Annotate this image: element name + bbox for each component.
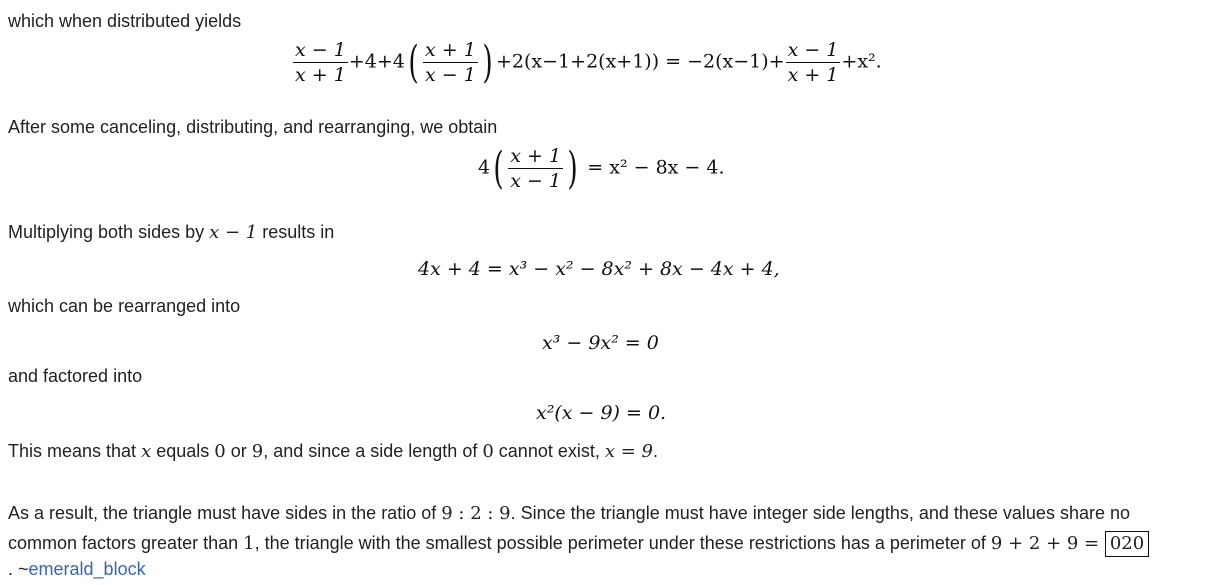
text-fragment: .: [653, 441, 659, 461]
denominator: x + 1: [295, 64, 346, 86]
text-line-distributed: which when distributed yields: [8, 11, 242, 31]
denominator: x + 1: [787, 64, 839, 86]
left-paren: (: [408, 36, 419, 88]
text-line-multiplying: [8, 221, 334, 244]
equation-term: +x².: [841, 50, 882, 73]
inline-math: 9 + 2 + 9 =: [990, 533, 1105, 554]
fraction: [786, 40, 841, 85]
inline-math: 0: [214, 441, 226, 462]
numerator: x − 1: [295, 39, 346, 61]
paragraph-line-1: [8, 502, 1130, 525]
text-fragment: . Since the triangle must have integer side lengths, and these values share no: [510, 503, 1130, 523]
numerator: x − 1: [787, 39, 839, 61]
denominator: x − 1: [425, 64, 476, 86]
text-fragment: Multiplying both sides by: [8, 222, 210, 242]
left-paren: (: [493, 142, 504, 194]
inline-math: 9 : 2 : 9: [441, 503, 511, 524]
inline-math: x − 1: [209, 222, 258, 243]
equation-factored: x²(x − 9) = 0.: [536, 402, 667, 424]
fraction: [423, 40, 478, 85]
text-fragment: This means that: [8, 441, 142, 461]
author-link[interactable]: emerald_block: [28, 559, 146, 579]
text-fragment: equals: [151, 441, 215, 461]
equation-rhs: = x² − 8x − 4.: [587, 156, 725, 179]
text-fragment: cannot exist,: [493, 441, 605, 461]
equation-rearranged: x³ − 9x² = 0: [542, 332, 659, 354]
paragraph-line-3: [8, 558, 146, 580]
equation-obtained: [478, 142, 725, 194]
text-fragment: . ~: [8, 559, 29, 579]
fraction: [293, 40, 348, 85]
text-fragment: or: [225, 441, 252, 461]
equation-coefficient: 4: [478, 156, 491, 179]
denominator: x − 1: [510, 170, 562, 192]
answer-box: 020: [1105, 531, 1149, 557]
right-paren: ): [567, 142, 578, 194]
inline-math: x: [141, 441, 152, 462]
inline-math: 0: [482, 441, 494, 462]
inline-math: 9: [251, 441, 264, 462]
text-line-factored: and factored into: [8, 366, 143, 386]
numerator: x + 1: [425, 39, 476, 61]
text-fragment: As a result, the triangle must have sides in the ratio of: [8, 503, 442, 523]
equation-distributed: [292, 36, 882, 88]
inline-math: x = 9: [604, 441, 653, 462]
text-fragment: , and since a side length of: [263, 441, 483, 461]
text-line-conclusion: [8, 440, 658, 463]
text-fragment: results in: [257, 222, 335, 242]
text-fragment: common factors greater than: [8, 533, 244, 553]
inline-math: 1: [243, 533, 255, 554]
equation-term: +2(x−1+2(x+1)) = −2(x−1)+: [496, 50, 785, 73]
equation-term: +4+4: [348, 50, 405, 73]
numerator: x + 1: [510, 145, 562, 167]
text-line-rearranged: which can be rearranged into: [8, 296, 241, 316]
right-paren: ): [482, 36, 493, 88]
equation-multiplied: 4x + 4 = x³ − x² − 8x² + 8x − 4x + 4,: [418, 258, 780, 280]
text-line-canceling: After some canceling, distributing, and rearranging, we obtain: [8, 117, 498, 137]
fraction: [508, 146, 563, 191]
paragraph-line-2: [8, 531, 1149, 557]
text-fragment: , the triangle with the smallest possible perimeter under these restrictions has a perimeter of: [254, 533, 991, 553]
